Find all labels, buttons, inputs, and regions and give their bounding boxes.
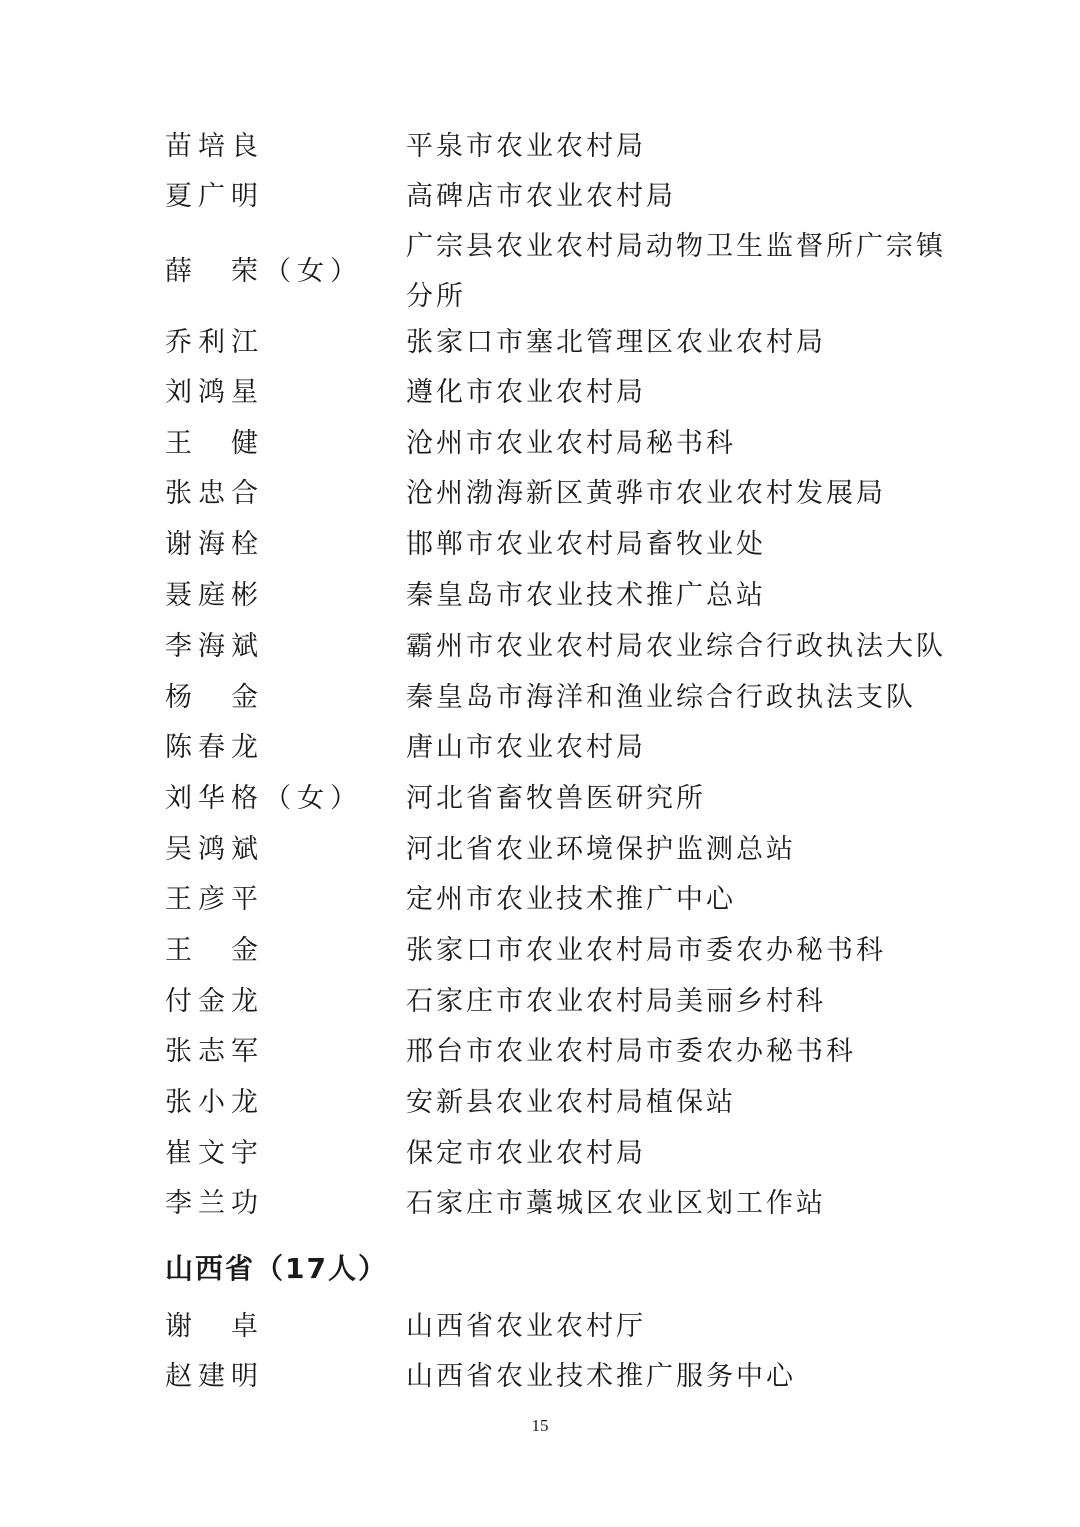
organization: 安新县农业农村局植保站 bbox=[406, 1087, 736, 1118]
person-name: 张小龙 bbox=[165, 1087, 264, 1118]
list-item bbox=[0, 875, 1080, 925]
organization: 平泉市农业农村局 bbox=[406, 131, 646, 162]
organization: 高碑店市农业农村局 bbox=[406, 181, 676, 212]
person-name: 杨 金 bbox=[165, 682, 264, 713]
list-item bbox=[0, 977, 1080, 1027]
person-name: 赵建明 bbox=[165, 1361, 264, 1392]
list-item bbox=[0, 1027, 1080, 1077]
list-item bbox=[0, 172, 1080, 222]
list-item bbox=[0, 1078, 1080, 1128]
person-name: 付金龙 bbox=[165, 986, 264, 1017]
person-name: 乔利江 bbox=[165, 327, 264, 358]
page-number: 15 bbox=[531, 1416, 549, 1435]
person-name: 吴鸿斌 bbox=[165, 834, 264, 865]
list-item bbox=[0, 774, 1080, 824]
person-name: 李兰功 bbox=[165, 1188, 264, 1219]
person-name: 李海斌 bbox=[165, 631, 264, 662]
list-item bbox=[0, 520, 1080, 570]
person-name: 陈春龙 bbox=[165, 732, 264, 763]
organization: 沧州渤海新区黄骅市农业农村发展局 bbox=[406, 478, 886, 509]
list-item bbox=[0, 1129, 1080, 1179]
person-name: 王 金 bbox=[165, 935, 264, 966]
organization: 邯郸市农业农村局畜牧业处 bbox=[406, 529, 766, 560]
organization: 广宗县农业农村局动物卫生监督所广宗镇 bbox=[406, 231, 946, 262]
person-name: 聂庭彬 bbox=[165, 580, 264, 611]
list-item bbox=[0, 1302, 1080, 1352]
list-item bbox=[0, 122, 1080, 172]
organization: 秦皇岛市农业技术推广总站 bbox=[406, 580, 766, 611]
list-item bbox=[0, 1352, 1080, 1402]
person-name: 谢 卓 bbox=[165, 1311, 264, 1342]
organization: 张家口市塞北管理区农业农村局 bbox=[406, 327, 826, 358]
organization: 邢台市农业农村局市委农办秘书科 bbox=[406, 1036, 856, 1067]
person-name: 谢海栓 bbox=[165, 529, 264, 560]
organization: 石家庄市农业农村局美丽乡村科 bbox=[406, 986, 826, 1017]
list-item bbox=[0, 222, 1080, 322]
person-name: 刘鸿星 bbox=[165, 377, 264, 408]
person-name: 苗培良 bbox=[165, 131, 264, 162]
person-name: 刘华格（女） bbox=[165, 783, 363, 814]
organization: 山西省农业农村厅 bbox=[406, 1311, 646, 1342]
organization: 石家庄市藁城区农业区划工作站 bbox=[406, 1188, 826, 1219]
organization: 山西省农业技术推广服务中心 bbox=[406, 1361, 796, 1392]
organization-continued: 分所 bbox=[406, 281, 466, 312]
organization: 河北省农业环境保护监测总站 bbox=[406, 834, 796, 865]
list-item bbox=[0, 469, 1080, 519]
organization: 遵化市农业农村局 bbox=[406, 377, 646, 408]
organization: 河北省畜牧兽医研究所 bbox=[406, 783, 706, 814]
list-item bbox=[0, 723, 1080, 773]
list-item bbox=[0, 926, 1080, 976]
person-name: 王 健 bbox=[165, 428, 264, 459]
organization: 张家口市农业农村局市委农办秘书科 bbox=[406, 935, 886, 966]
organization: 保定市农业农村局 bbox=[406, 1138, 646, 1169]
list-item bbox=[0, 368, 1080, 418]
organization: 沧州市农业农村局秘书科 bbox=[406, 428, 736, 459]
person-name: 薛 荣（女） bbox=[165, 256, 363, 287]
list-item bbox=[0, 419, 1080, 469]
list-item bbox=[0, 673, 1080, 723]
list-item bbox=[0, 622, 1080, 672]
organization: 唐山市农业农村局 bbox=[406, 732, 646, 763]
list-item bbox=[0, 571, 1080, 621]
organization: 霸州市农业农村局农业综合行政执法大队 bbox=[406, 631, 946, 662]
person-name: 张忠合 bbox=[165, 478, 264, 509]
person-name: 张志军 bbox=[165, 1036, 264, 1067]
person-name: 崔文宇 bbox=[165, 1138, 264, 1169]
list-item bbox=[0, 318, 1080, 368]
organization: 秦皇岛市海洋和渔业综合行政执法支队 bbox=[406, 682, 916, 713]
person-name: 王彦平 bbox=[165, 884, 264, 915]
organization: 定州市农业技术推广中心 bbox=[406, 884, 736, 915]
person-name: 夏广明 bbox=[165, 181, 264, 212]
list-item bbox=[0, 1179, 1080, 1229]
section-heading: 山西省（17人） bbox=[165, 1252, 388, 1285]
list-item bbox=[0, 825, 1080, 875]
